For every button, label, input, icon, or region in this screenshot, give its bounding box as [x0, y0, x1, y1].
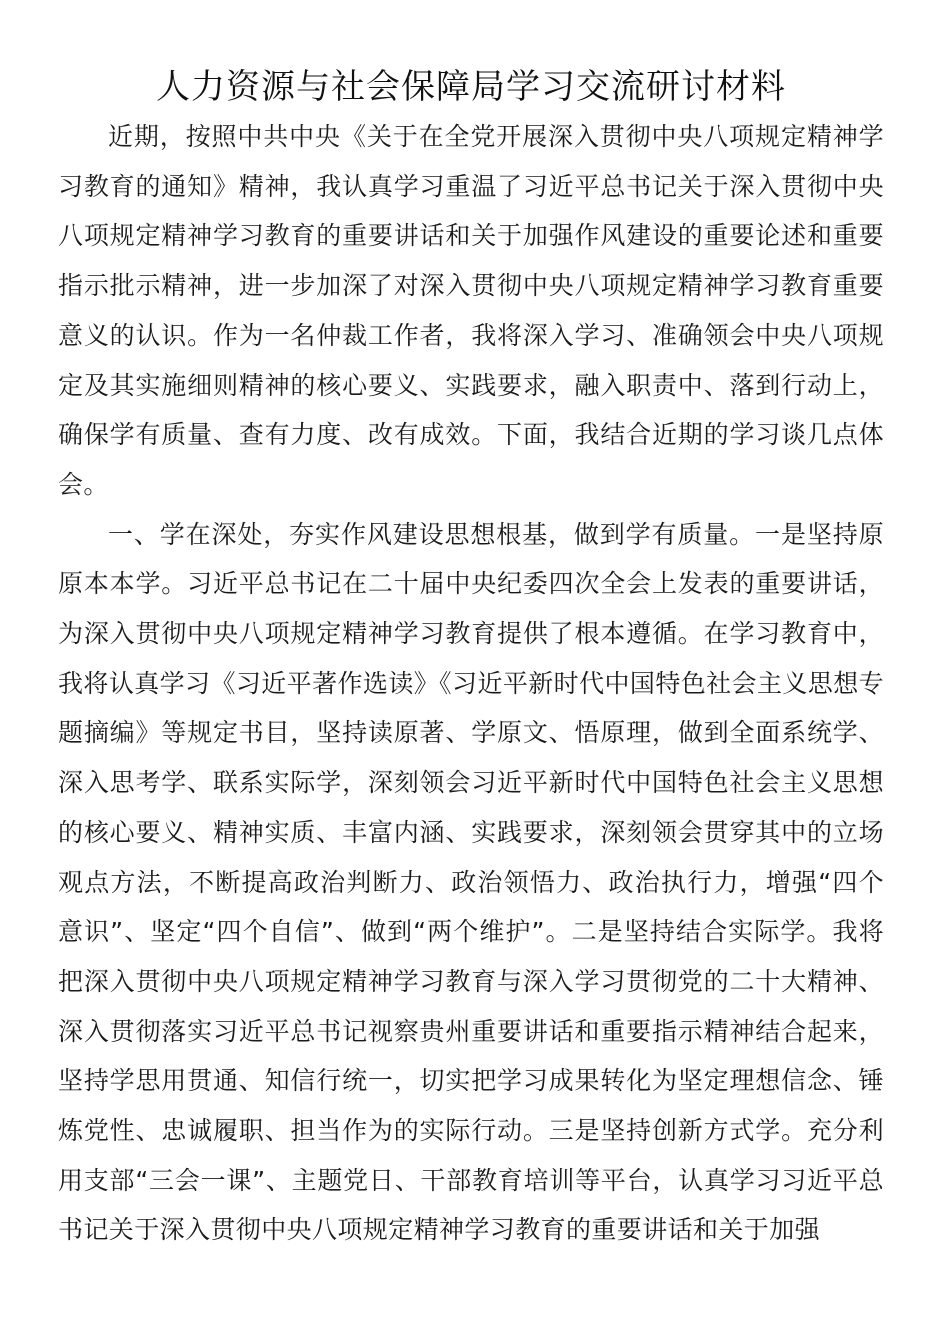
paragraph-intro: 近期，按照中共中央《关于在全党开展深入贯彻中央八项规定精神学习教育的通知》精神，我认真学习重温了习近平总书记关于深入贯彻中央八项规定精神学习教育的重要讲话和关于加强作风建设的重要论述和重要指示批示精神，进一步加深了对深入贯彻中央八项规定精神学习教育重要意义的认识。作为一名仲裁工作者，我将深入学习、准确领会中央八项规定及其实施细则精神的核心要义、实践要求，融入职责中、落到行动上，确保学有质量、查有力度、改有成效。下面，我结合近期的学习谈几点体会。 [58, 122, 884, 499]
document-title: 人力资源与社会保障局学习交流研讨材料 [156, 67, 786, 107]
document-page [58, 62, 884, 1255]
paragraph-section-one: 一、学在深处，夯实作风建设思想根基，做到学有质量。一是坚持原原本本学。习近平总书记在二十届中央纪委四次全会上发表的重要讲话，为深入贯彻中央八项规定精神学习教育提供了根本遵循。在学习教育中，我将认真学习《习近平著作选读》《习近平新时代中国特色社会主义思想专题摘编》等规定书目，坚持读原著、学原文、悟原理，做到全面系统学、深入思考学、联系实际学，深刻领会习近平新时代中国特色社会主义思想的核心要义、精神实质、丰富内涵、实践要求，深刻领会贯穿其中的立场观点方法，不断提高政治判断力、政治领悟力、政治执行力，增强“四个意识”、坚定“四个自信”、做到“两个维护”。二是坚持结合实际学。我将把深入贯彻中央八项规定精神学习教育与深入学习贯彻党的二十大精神、深入贯彻落实习近平总书记视察贵州重要讲话和重要指示精神结合起来，坚持学思用贯通、知信行统一，切实把学习成果转化为坚定理想信念、锤炼党性、忠诚履职、担当作为的实际行动。三是坚持创新方式学。充分利用支部“三会一课”、主题党日、干部教育培训等平台，认真学习习近平总书记关于深入贯彻中央八项规定精神学习教育的重要讲话和关于加强 [58, 519, 884, 1245]
